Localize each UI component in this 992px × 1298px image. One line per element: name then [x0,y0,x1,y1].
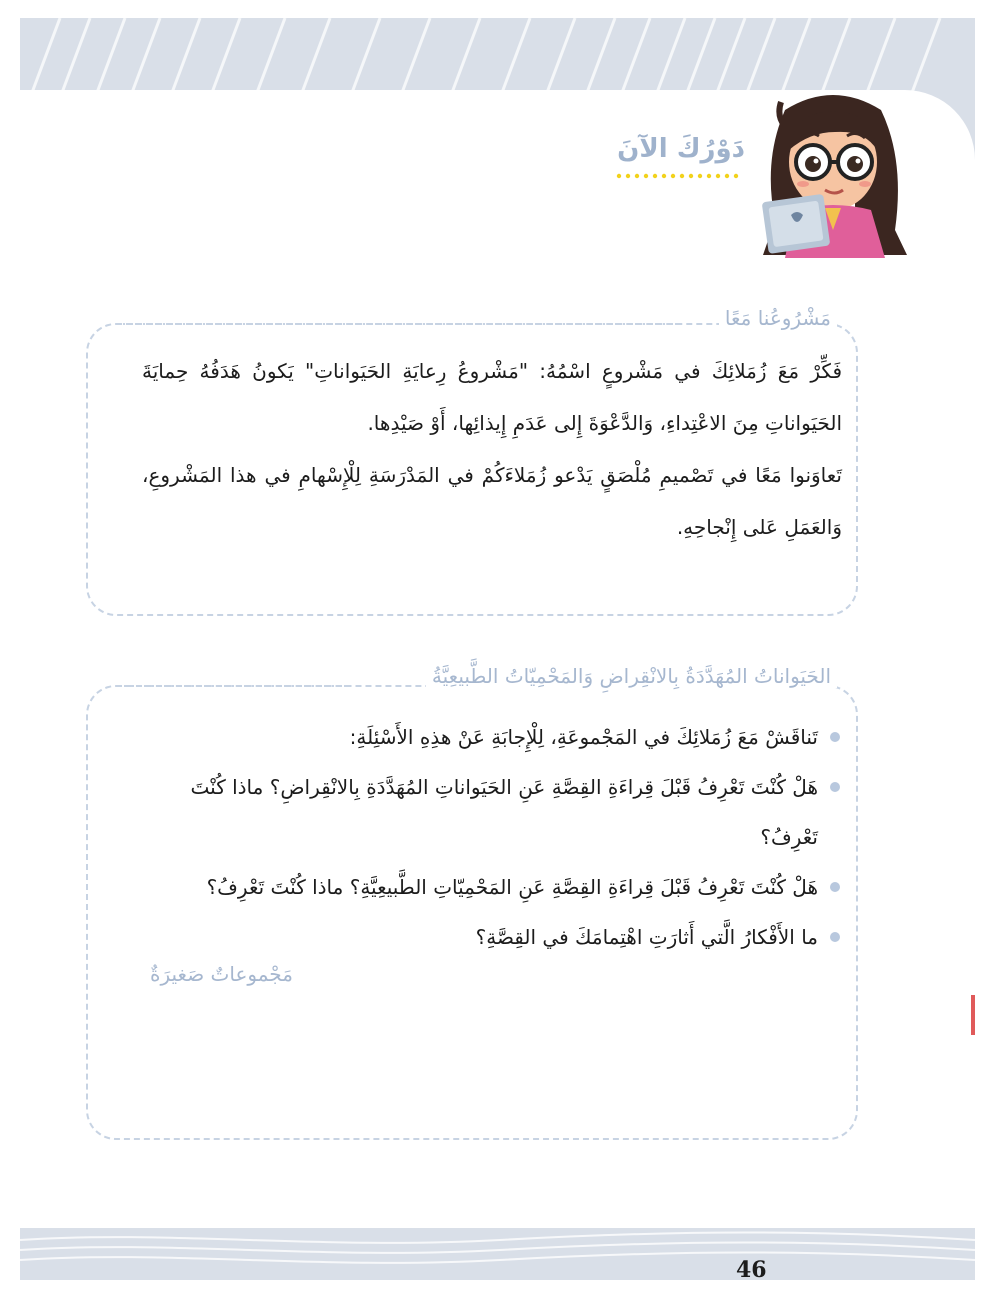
project-label: مَشْرُوعُنا مَعًا [719,306,837,330]
bullet-icon [830,782,840,792]
bullet-icon [830,882,840,892]
label-dotted-line [120,685,350,687]
page-number: 46 [736,1257,767,1283]
project-paragraph-2: تَعاوَنوا مَعًا في تَصْميمِ مُلْصَقٍ يَدْعو زُمَلاءَكُمْ في المَدْرَسَةِ لِلْإِسْهامِ في هذا المَشْروعِ، وَالعَمَلِ عَلى إِنْجاحِهِ. [142,463,842,539]
bullet-icon [830,932,840,942]
bullet-icon [830,732,840,742]
title-underline-dots [615,172,740,180]
girl-with-laptop-illustration [755,80,910,260]
edge-marker [971,995,975,1035]
list-item [132,862,842,912]
section-title: دَوْرُكَ الآنَ [617,134,745,164]
question-text: ما الأَفْكارُ الَّتي أَثارَتِ اهْتِمامَكَ في القِصَّةِ؟ [475,925,818,949]
question-text: هَلْ كُنْتَ تَعْرِفُ قَبْلَ قِراءَةِ القِصَّةِ عَنِ الحَيَواناتِ المُهَدَّدَةِ بِالانْقِراضِ؟ ماذا كُنْتَ تَعْرِفُ؟ [190,775,818,849]
project-paragraph-1: فَكِّرْ مَعَ زُمَلائِكَ في مَشْروعٍ اسْمُهُ: "مَشْروعُ رِعايَةِ الحَيَواناتِ" يَكونُ هَدَفُهُ حِمايَةَ الحَيَواناتِ مِنَ الاعْتِداءِ، وَالدَّعْوَةَ إِلى عَدَمِ إِيذائِها، أَوْ صَيْدِها. [142,359,842,435]
discussion-label: الحَيَواناتُ المُهَدَّدَةُ بِالانْقِراضِ وَالمَحْمِيّاتُ الطَّبيعِيَّةُ [426,664,837,688]
small-groups-label: مَجْموعاتٌ صَغيرَةٌ [150,962,293,986]
bottom-wave-decoration [20,1228,975,1278]
list-item [132,912,842,962]
list-item [132,762,842,862]
question-text: هَلْ كُنْتَ تَعْرِفُ قَبْلَ قِراءَةِ القِصَّةِ عَنِ المَحْمِيّاتِ الطَّبيعِيَّةِ؟ ماذا كُنْتَ تَعْرِفُ؟ [206,875,818,899]
list-item [132,712,842,762]
question-list [132,712,842,962]
question-text: تَناقَشْ مَعَ زُمَلائِكَ في المَجْموعَةِ، لِلْإِجابَةِ عَنْ هذِهِ الأَسْئِلَةِ: [349,725,818,749]
label-dotted-line [120,323,680,325]
